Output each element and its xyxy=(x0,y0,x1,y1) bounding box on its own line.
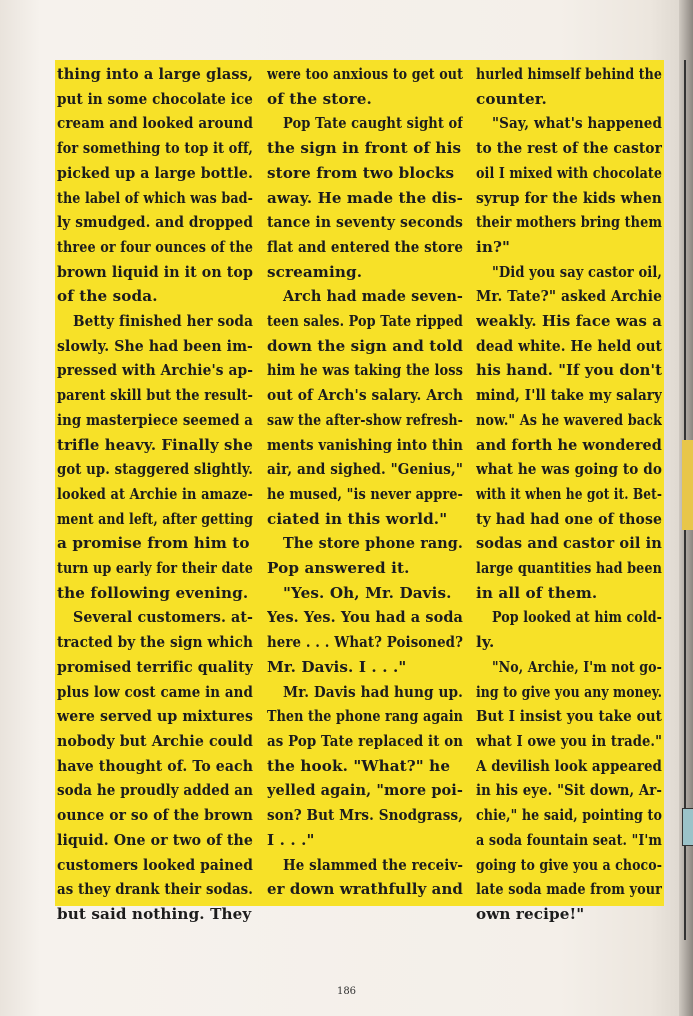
text-line: a promise from him to xyxy=(57,534,250,553)
text-line: mind, I'll take my salary xyxy=(476,386,662,405)
text-line: three or four ounces of the xyxy=(57,237,253,256)
text-line: now." As he wavered back xyxy=(476,410,662,429)
text-line: flat and entered the store xyxy=(267,237,463,256)
text-line: weakly. His face was a xyxy=(476,312,662,331)
text-line: have thought of. To each xyxy=(57,756,253,775)
text-line: were served up mixtures xyxy=(57,707,253,726)
text-line: tance in seventy seconds xyxy=(267,213,463,232)
text-line: a soda fountain seat. "I'm xyxy=(476,830,662,849)
text-line: with it when he got it. Bet- xyxy=(476,484,662,503)
text-line: "Say, what's happened xyxy=(492,114,662,133)
text-line: dead white. He held out xyxy=(476,336,662,355)
text-line: as they drank their sodas. xyxy=(57,880,253,899)
text-line: looked at Archie in amaze- xyxy=(57,484,253,503)
text-line: Then the phone rang again xyxy=(267,707,463,726)
text-line: teen sales. Pop Tate ripped xyxy=(267,312,463,331)
text-line: late soda made from your xyxy=(476,880,662,899)
text-line: Mr. Davis. I . . ." xyxy=(267,657,407,676)
text-line: thing into a large glass, xyxy=(57,65,253,83)
text-line: ly. xyxy=(476,633,495,652)
adjacent-page-blue-panel xyxy=(682,808,693,846)
text-line: brown liquid in it on top xyxy=(57,262,253,281)
text-line: chie," he said, pointing to xyxy=(476,806,662,825)
text-line: air, and sighed. "Genius," xyxy=(267,460,463,479)
text-line: counter. xyxy=(476,89,547,108)
text-line: as Pop Tate replaced it on xyxy=(267,731,463,750)
text-line: yelled again, "more poi- xyxy=(267,781,463,800)
page-number: 186 xyxy=(336,986,357,997)
text-line: nobody but Archie could xyxy=(57,731,253,750)
text-line: the sign in front of his xyxy=(267,139,462,158)
text-line: of the store. xyxy=(267,89,372,108)
text-line: sodas and castor oil in xyxy=(476,534,662,553)
text-line: cream and looked around xyxy=(57,114,253,133)
text-line: and forth he wondered xyxy=(476,435,662,454)
text-line: the following evening. xyxy=(57,583,249,602)
text-line: their mothers bring them xyxy=(476,213,662,232)
text-line: his hand. "If you don't xyxy=(476,361,662,380)
adjacent-page-yellow-panel xyxy=(682,440,693,530)
text-line: were too anxious to get out xyxy=(267,65,463,83)
text-line: ounce or so of the brown xyxy=(57,806,253,825)
text-line: for something to top it off, xyxy=(57,139,253,158)
text-line: soda he proudly added an xyxy=(57,781,253,800)
text-line: ciated in this world." xyxy=(267,509,448,528)
text-line: promised terrific quality xyxy=(57,657,253,676)
text-line: syrup for the kids when xyxy=(476,188,662,207)
text-line: he mused, "is never appre- xyxy=(267,484,463,503)
text-line: what he was going to do xyxy=(476,460,662,479)
text-line: to the rest of the castor xyxy=(476,139,662,158)
text-line: screaming. xyxy=(267,262,363,281)
text-line: I . . ." xyxy=(267,830,315,849)
text-line: "No, Archie, I'm not go- xyxy=(492,657,662,676)
text-line: out of Arch's salary. Arch xyxy=(267,386,463,405)
text-line: ty had had one of those xyxy=(476,509,662,528)
text-line: Pop looked at him cold- xyxy=(492,608,662,627)
text-line: The store phone rang. xyxy=(283,534,463,553)
text-line: Mr. Davis had hung up. xyxy=(283,682,463,701)
text-line: tracted by the sign which xyxy=(57,633,253,652)
text-line: down the sign and told xyxy=(267,336,463,355)
text-column-1 xyxy=(57,62,253,927)
text-line: ments vanishing into thin xyxy=(267,435,463,454)
text-line: pressed with Archie's ap- xyxy=(57,361,253,380)
text-line: Pop Tate caught sight of xyxy=(283,114,463,133)
text-line: away. He made the dis- xyxy=(267,188,463,207)
text-line: slowly. She had been im- xyxy=(57,336,253,355)
text-line: large quantities had been xyxy=(476,559,662,578)
text-line: got up. staggered slightly. xyxy=(57,460,253,479)
text-line: liquid. One or two of the xyxy=(57,830,253,849)
text-line: him he was taking the loss xyxy=(267,361,463,380)
text-line: "Did you say castor oil, xyxy=(492,262,662,281)
text-line: picked up a large bottle. xyxy=(57,163,253,182)
text-line: of the soda. xyxy=(57,287,158,306)
text-line: in his eye. "Sit down, Ar- xyxy=(476,781,662,800)
text-line: oil I mixed with chocolate xyxy=(476,163,662,182)
text-line: er down wrathfully and xyxy=(267,880,463,899)
text-line: ing masterpiece seemed a xyxy=(57,410,253,429)
text-line: ing to give you any money. xyxy=(476,682,662,701)
text-line: Mr. Tate?" asked Archie xyxy=(476,287,662,306)
text-line: here . . . What? Poisoned? xyxy=(267,633,463,652)
text-line: Pop answered it. xyxy=(267,559,410,578)
text-line: ly smudged. and dropped xyxy=(57,213,253,232)
text-line: in?" xyxy=(476,237,511,256)
text-line: plus low cost came in and xyxy=(57,682,253,701)
text-line: He slammed the receiv- xyxy=(283,855,463,874)
text-line: But I insist you take out xyxy=(476,707,662,726)
text-line: trifle heavy. Finally she xyxy=(57,435,253,454)
text-line: son? But Mrs. Snodgrass, xyxy=(267,806,463,825)
text-line: hurled himself behind the xyxy=(476,65,662,83)
text-line: Several customers. at- xyxy=(73,608,253,627)
text-line: parent skill but the result- xyxy=(57,386,253,405)
text-line: what I owe you in trade." xyxy=(476,731,662,750)
text-column-3 xyxy=(476,62,662,927)
text-line: A devilish look appeared xyxy=(476,756,662,775)
text-column-2 xyxy=(267,62,463,902)
text-line: but said nothing. They xyxy=(57,904,252,923)
text-line: in all of them. xyxy=(476,583,598,602)
text-line: put in some chocolate ice xyxy=(57,89,253,108)
text-line: turn up early for their date xyxy=(57,559,253,578)
text-line: ment and left, after getting xyxy=(57,509,253,528)
text-line: Yes. Yes. You had a soda xyxy=(267,608,463,627)
text-line: store from two blocks xyxy=(267,163,455,182)
text-line: the label of which was bad- xyxy=(57,188,253,207)
text-line: going to give you a choco- xyxy=(476,855,662,874)
text-line: own recipe!" xyxy=(476,904,585,923)
text-line: Betty finished her soda xyxy=(73,312,253,331)
text-line: customers looked pained xyxy=(57,855,253,874)
text-line: saw the after-show refresh- xyxy=(267,410,463,429)
text-line: "Yes. Oh, Mr. Davis. xyxy=(283,583,452,602)
text-line: the hook. "What?" he xyxy=(267,756,451,775)
text-line: Arch had made seven- xyxy=(283,287,463,306)
